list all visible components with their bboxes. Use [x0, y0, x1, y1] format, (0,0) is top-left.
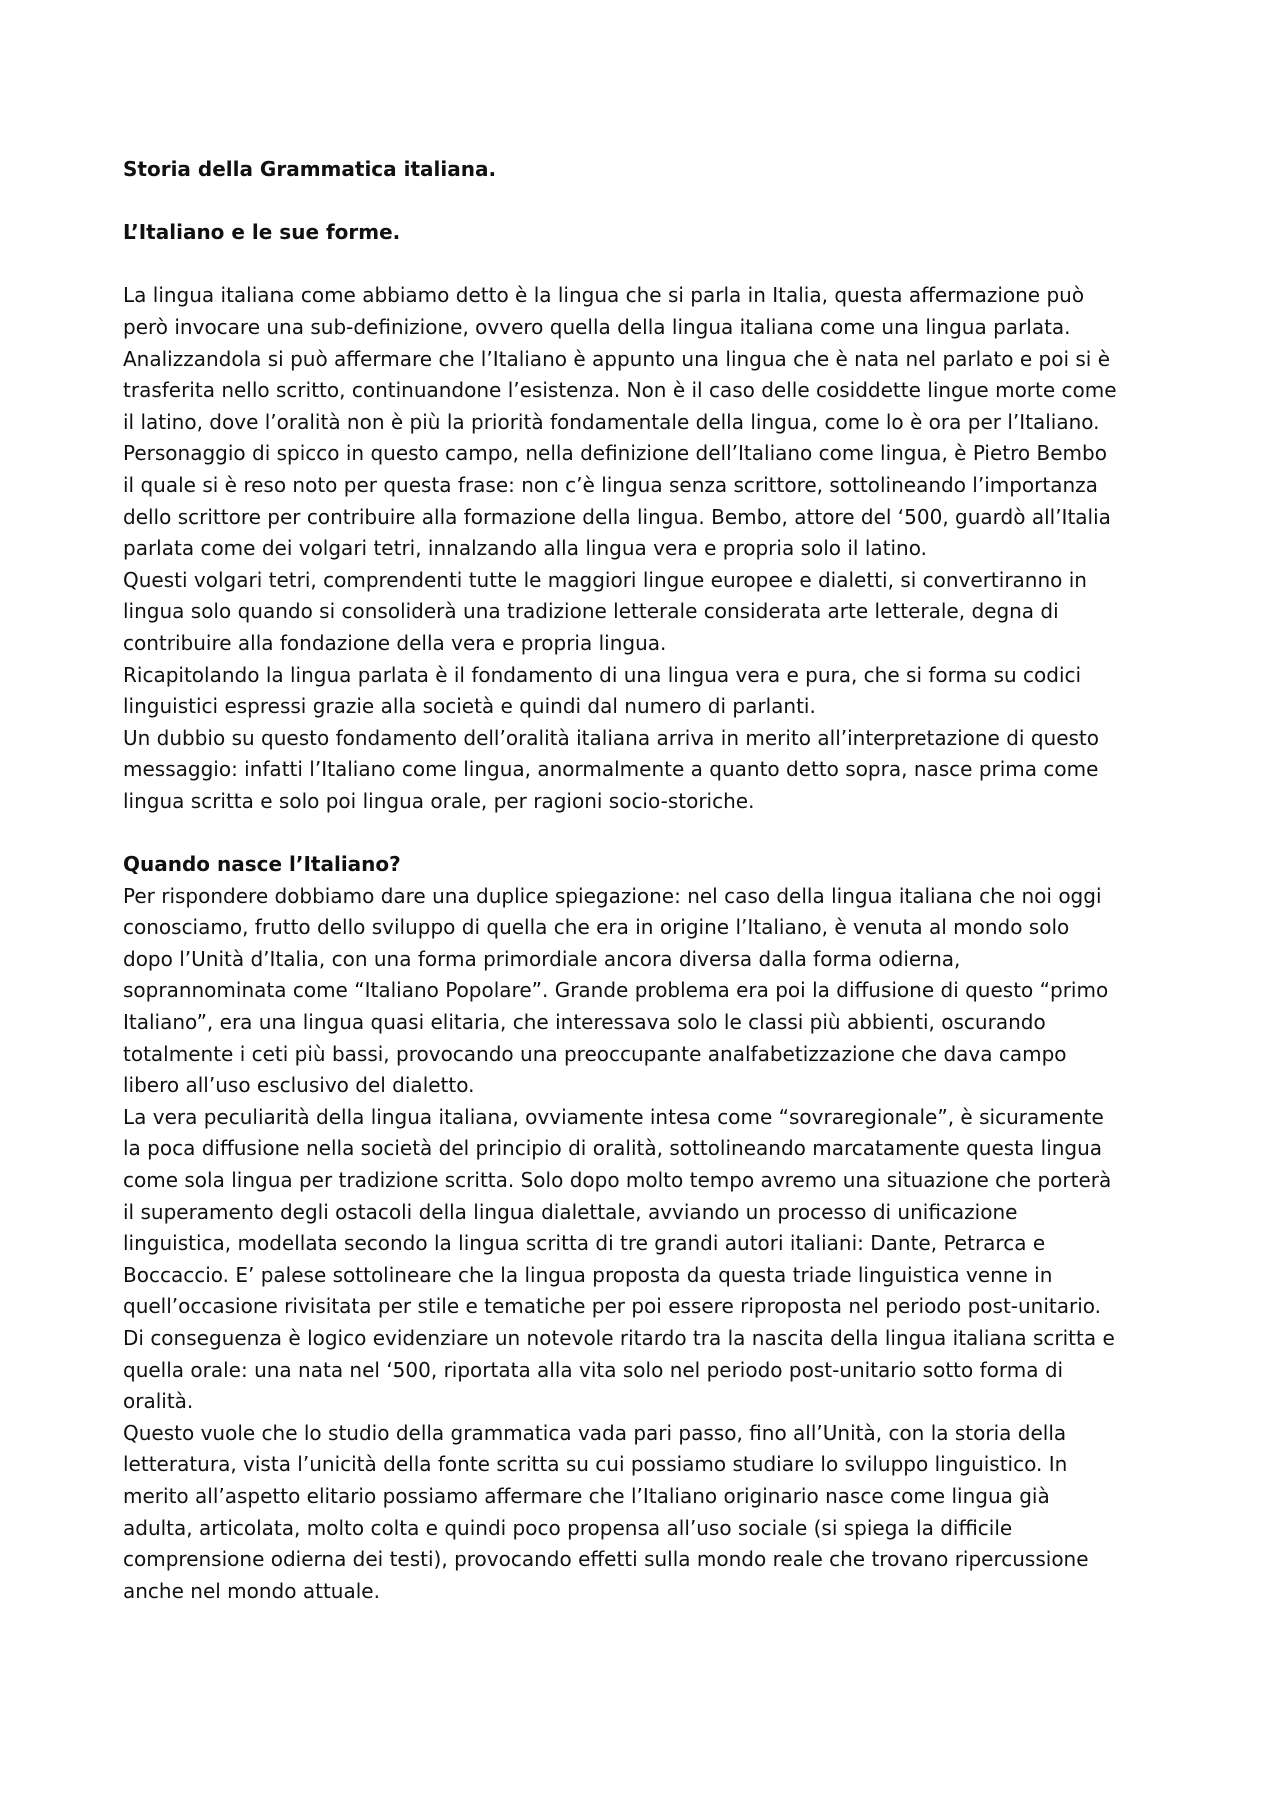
- paragraph-line: però invocare una sub-definizione, ovvero quella della lingua italiana come una lingua parlata.: [123, 314, 1071, 339]
- paragraph-line: libero all’uso esclusivo del dialetto.: [123, 1073, 475, 1098]
- paragraph-line: Italiano”, era una lingua quasi elitaria, che interessava solo le classi più abbienti, oscurando: [123, 1010, 1046, 1035]
- paragraph-line: Analizzandola si può affermare che l’Italiano è appunto una lingua che è nata nel parlato e poi si è: [123, 346, 1111, 371]
- paragraph-line: Boccaccio. E’ palese sottolineare che la lingua proposta da questa triade linguistica venne in: [123, 1262, 1053, 1287]
- paragraph-line: quella orale: una nata nel ‘500, riportata alla vita solo nel periodo post-unitario sotto forma di: [123, 1357, 1064, 1382]
- paragraph-line: linguistici espressi grazie alla società e quindi dal numero di parlanti.: [123, 694, 816, 719]
- document-title: Storia della Grammatica italiana.: [123, 157, 497, 181]
- paragraph-line: Ricapitolando la lingua parlata è il fondamento di una lingua vera e pura, che si forma su codici: [123, 662, 1082, 687]
- paragraph-line: merito all’aspetto elitario possiamo affermare che l’Italiano originario nasce come lingua già: [123, 1483, 1050, 1508]
- paragraph-line: Per rispondere dobbiamo dare una duplice spiegazione: nel caso della lingua italiana che noi oggi: [123, 883, 1102, 908]
- paragraph-line: Di conseguenza è logico evidenziare un notevole ritardo tra la nascita della lingua italiana scritta e: [123, 1325, 1115, 1350]
- section-body-nascita: [123, 881, 1168, 1608]
- paragraph-line: il quale si è reso noto per questa frase: non c’è lingua senza scrittore, sottolineando l’importanza: [123, 472, 1098, 497]
- paragraph-line: messaggio: infatti l’Italiano come lingua, anormalmente a quanto detto sopra, nasce prima come: [123, 757, 1099, 782]
- paragraph-line: il superamento degli ostacoli della lingua dialettale, avviando un processo di unificazione: [123, 1199, 1018, 1224]
- paragraph-line: letteratura, vista l’unicità della fonte scritta su cui possiamo studiare lo sviluppo linguistico. In: [123, 1452, 1068, 1477]
- paragraph-line: dopo l’Unità d’Italia, con una forma primordiale ancora diversa dalla forma odierna,: [123, 946, 961, 971]
- paragraph-line: lingua scritta e solo poi lingua orale, per ragioni socio-storiche.: [123, 788, 755, 813]
- paragraph-line: conosciamo, frutto dello sviluppo di quella che era in origine l’Italiano, è venuta al mondo solo: [123, 915, 1070, 940]
- paragraph-line: il latino, dove l’oralità non è più la priorità fondamentale della lingua, come lo è ora per l’Italiano.: [123, 409, 1100, 434]
- paragraph-line: Questi volgari tetri, comprendenti tutte le maggiori lingue europee e dialetti, si convertiranno in: [123, 567, 1087, 592]
- paragraph-line: soprannominata come “Italiano Popolare”. Grande problema era poi la diffusione di questo “primo: [123, 978, 1109, 1003]
- paragraph-line: comprensione odierna dei testi), provocando effetti sulla mondo reale che trovano ripercussione: [123, 1547, 1089, 1572]
- paragraph-line: Un dubbio su questo fondamento dell’oralità italiana arriva in merito all’interpretazione di questo: [123, 725, 1100, 750]
- paragraph-line: La vera peculiarità della lingua italiana, ovviamente intesa come “sovraregionale”, è sicuramente: [123, 1104, 1104, 1129]
- section-heading-nascita: Quando nasce l’Italiano?: [123, 852, 401, 877]
- paragraph-line: anche nel mondo attuale.: [123, 1578, 380, 1603]
- paragraph-line: come sola lingua per tradizione scritta. Solo dopo molto tempo avremo una situazione che porterà: [123, 1168, 1112, 1192]
- paragraph-line: parlata come dei volgari tetri, innalzando alla lingua vera e propria solo il latino.: [123, 536, 927, 561]
- spacer: [123, 186, 1168, 218]
- paragraph-line: oralità.: [123, 1389, 194, 1414]
- paragraph-line: contribuire alla fondazione della vera e propria lingua.: [123, 630, 667, 655]
- paragraph-line: lingua solo quando si consoliderà una tradizione letterale considerata arte letterale, degna di: [123, 599, 1059, 624]
- paragraph-line: quell’occasione rivisitata per stile e tematiche per poi essere riproposta nel periodo post-unitario.: [123, 1294, 1102, 1319]
- paragraph-line: linguistica, modellata secondo la lingua scritta di tre grandi autori italiani: Dante, Petrarca e: [123, 1231, 1046, 1256]
- paragraph-line: la poca diffusione nella società del principio di oralità, sottolineando marcatamente questa lingua: [123, 1136, 1103, 1161]
- paragraph-line: dello scrittore per contribuire alla formazione della lingua. Bembo, attore del ‘500, guardò all’Italia: [123, 504, 1111, 529]
- paragraph-line: adulta, articolata, molto colta e quindi poco propensa all’uso sociale (si spiega la difficile: [123, 1515, 1013, 1540]
- section-heading-forme: L’Italiano e le sue forme.: [123, 220, 401, 245]
- spacer: [123, 817, 1168, 849]
- spacer: [123, 249, 1168, 281]
- paragraph-line: Personaggio di spicco in questo campo, nella definizione dell’Italiano come lingua, è Pietro Bembo: [123, 441, 1107, 466]
- document-body: [123, 154, 1168, 1607]
- paragraph-line: Questo vuole che lo studio della grammatica vada pari passo, fino all’Unità, con la storia della: [123, 1420, 1067, 1445]
- paragraph-line: trasferita nello scritto, continuandone l’esistenza. Non è il caso delle cosiddette lingue morte come: [123, 378, 1117, 403]
- paragraph-line: totalmente i ceti più bassi, provocando una preoccupante analfabetizzazione che dava campo: [123, 1041, 1067, 1066]
- paragraph-line: La lingua italiana come abbiamo detto è la lingua che si parla in Italia, questa affermazione può: [123, 283, 1085, 308]
- section-body-forme: [123, 280, 1168, 817]
